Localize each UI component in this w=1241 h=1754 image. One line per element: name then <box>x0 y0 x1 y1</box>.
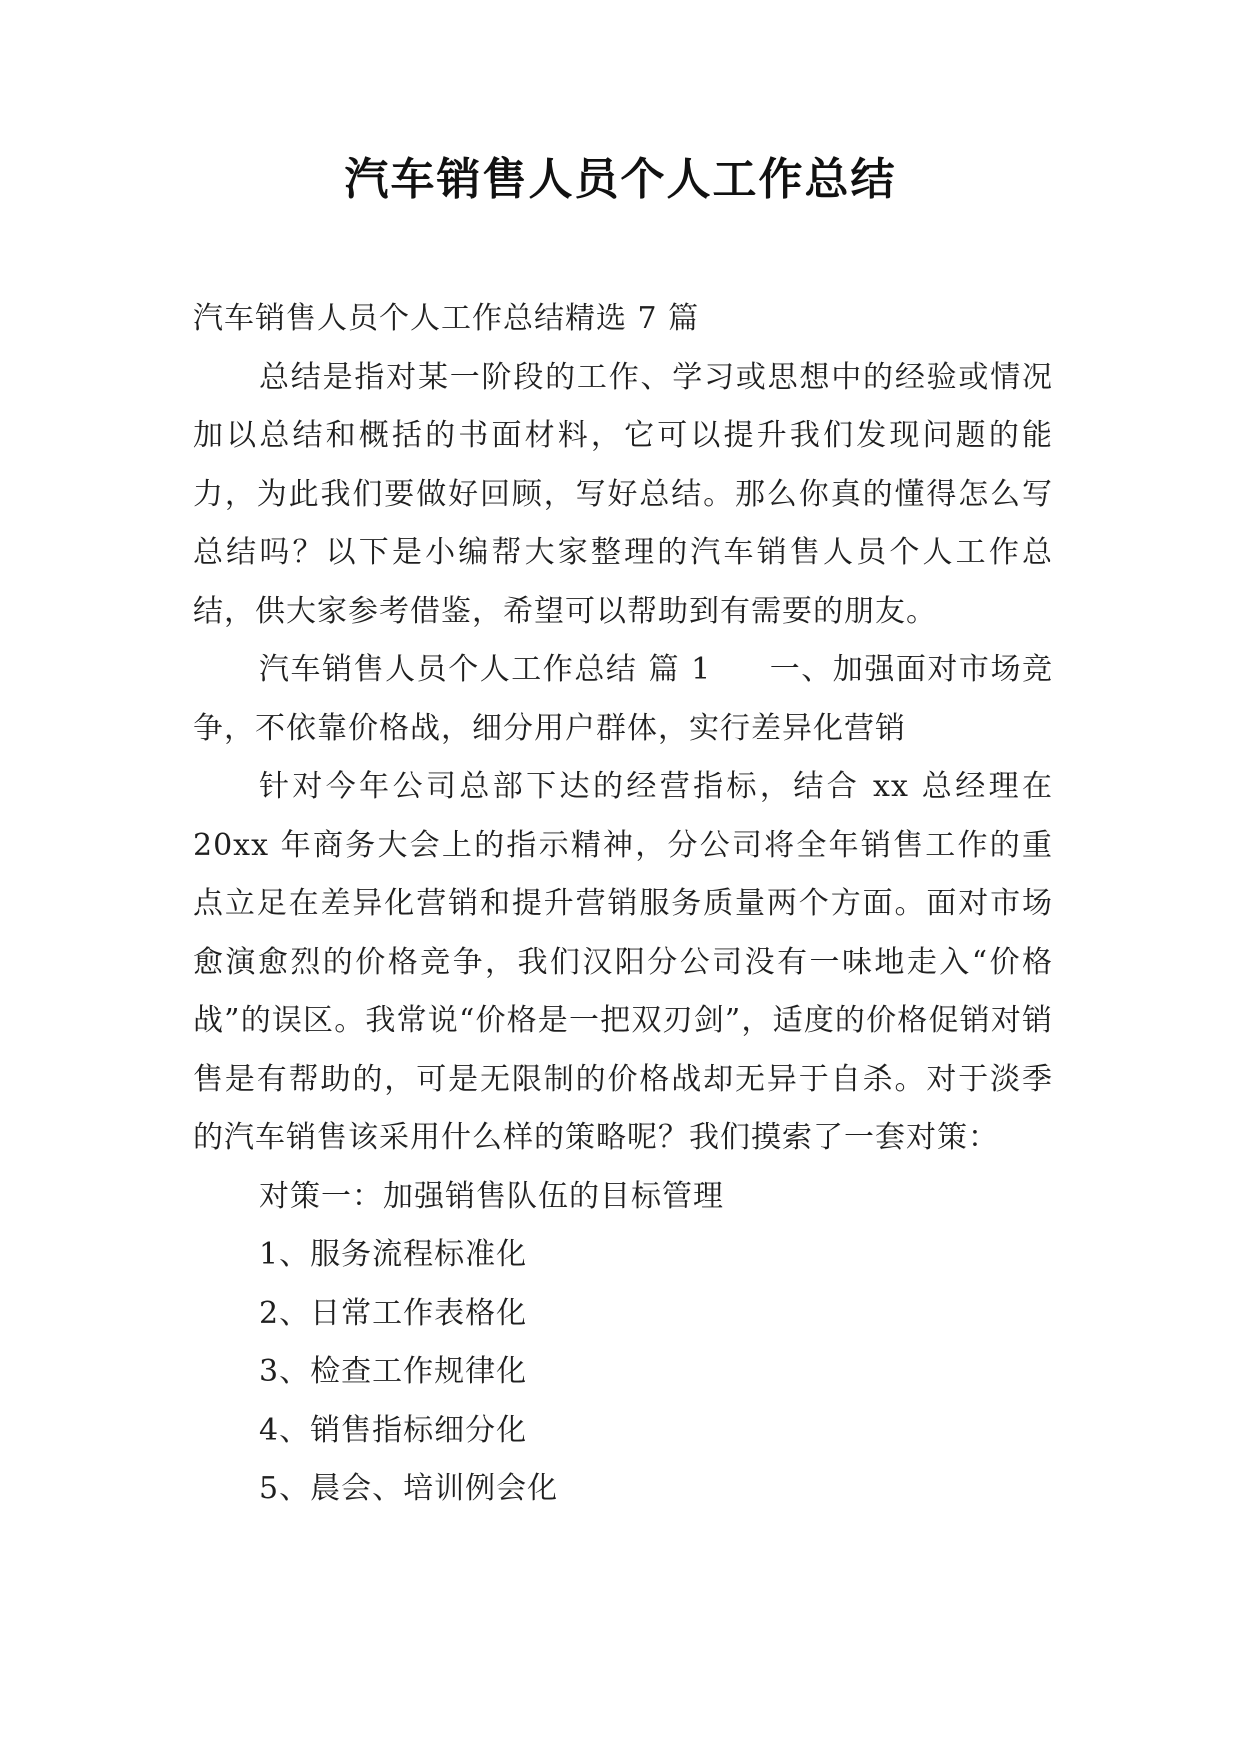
document-body <box>193 290 1053 1519</box>
list-item: 4、销售指标细分化 <box>259 1412 528 1448</box>
section-heading: 汽车销售人员个人工作总结 篇 1 <box>259 652 712 687</box>
body-paragraph: 针对今年公司总部下达的经营指标，结合 xx 总经理在 20xx 年商务大会上的指示精神，分公司将全年销售工作的重点立足在差异化营销和提升营销服务质量两个方面。面对市场愈演愈烈的价格竞争，我们汉阳分公司没有一味地走入“价格战”的误区。我常说“价格是一把双刃剑”，适度的价格促销对销售是有帮助的，可是无限制的价格战却无异于自杀。对于淡季的汽车销售该采用什么样的策略呢？我们摸索了一套对策： <box>193 769 1053 1155</box>
list-item: 1、服务流程标准化 <box>259 1237 528 1272</box>
strategy-heading: 对策一：加强销售队伍的目标管理 <box>259 1178 724 1214</box>
document-subtitle: 汽车销售人员个人工作总结精选 7 篇 <box>193 301 700 336</box>
list-item: 2、日常工作表格化 <box>259 1295 528 1331</box>
section-point: 一、加强面对市场竞争，不依靠价格战，细分用户群体，实行差异化营销 <box>193 652 1053 746</box>
document-title: 汽车销售人员个人工作总结 <box>344 154 897 205</box>
intro-paragraph: 总结是指对某一阶段的工作、学习或思想中的经验或情况加以总结和概括的书面材料，它可以提升我们发现问题的能力，为此我们要做好回顾，写好总结。那么你真的懂得怎么写总结吗？以下是小编帮大家整理的汽车销售人员个人工作总结，供大家参考借鉴，希望可以帮助到有需要的朋友。 <box>193 359 1053 629</box>
list-item: 5、晨会、培训例会化 <box>259 1471 559 1506</box>
section-intro <box>193 641 1053 758</box>
list-item: 3、检查工作规律化 <box>259 1354 528 1389</box>
